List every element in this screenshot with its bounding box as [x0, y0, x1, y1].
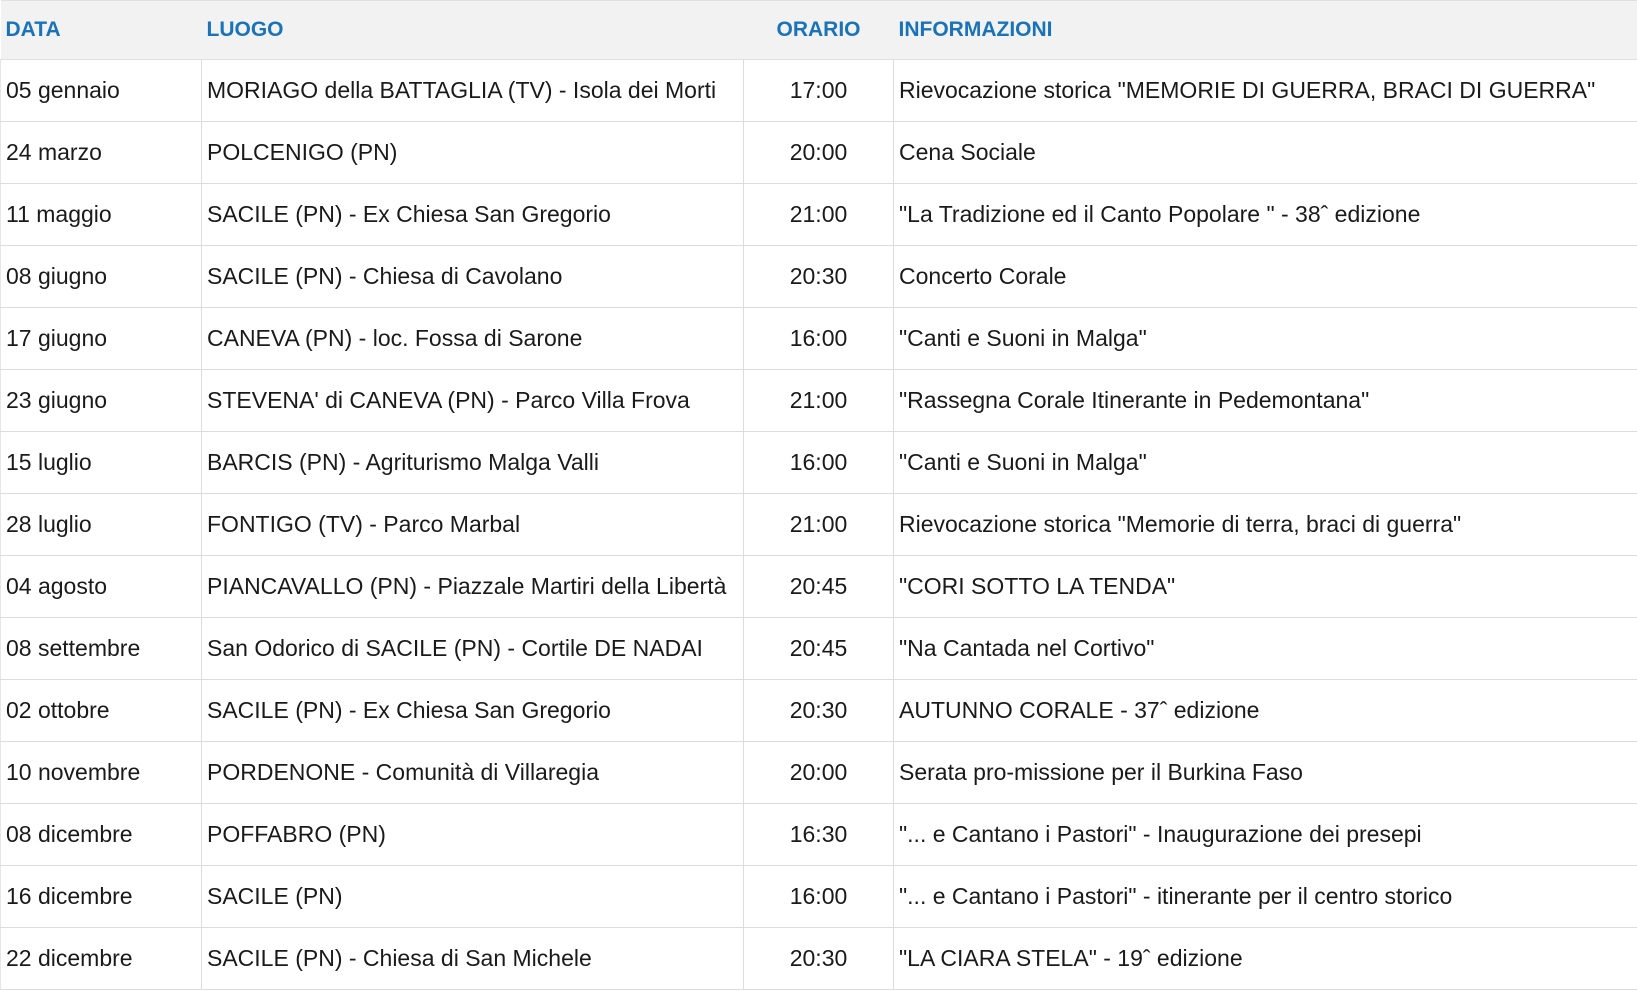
cell-luogo: STEVENA' di CANEVA (PN) - Parco Villa Frova [202, 370, 744, 432]
cell-informazioni: Concerto Corale [894, 246, 1637, 308]
cell-orario: 20:30 [744, 680, 894, 742]
cell-data: 17 giugno [1, 308, 202, 370]
cell-luogo: SACILE (PN) [202, 866, 744, 928]
cell-orario: 16:00 [744, 432, 894, 494]
cell-luogo: San Odorico di SACILE (PN) - Cortile DE NADAI [202, 618, 744, 680]
cell-data: 08 dicembre [1, 804, 202, 866]
cell-orario: 20:30 [744, 246, 894, 308]
cell-data: 24 marzo [1, 122, 202, 184]
cell-informazioni: AUTUNNO CORALE - 37ˆ edizione [894, 680, 1637, 742]
table-header [1, 1, 1637, 60]
cell-luogo: PORDENONE - Comunità di Villaregia [202, 742, 744, 804]
table-row [1, 618, 1637, 680]
cell-orario: 16:00 [744, 308, 894, 370]
cell-luogo: SACILE (PN) - Chiesa di San Michele [202, 928, 744, 990]
cell-informazioni: Serata pro-missione per il Burkina Faso [894, 742, 1637, 804]
cell-luogo: POLCENIGO (PN) [202, 122, 744, 184]
cell-luogo: FONTIGO (TV) - Parco Marbal [202, 494, 744, 556]
cell-informazioni: "... e Cantano i Pastori" - Inaugurazione dei presepi [894, 804, 1637, 866]
table-row [1, 246, 1637, 308]
cell-informazioni: Rievocazione storica "Memorie di terra, braci di guerra" [894, 494, 1637, 556]
table-body [1, 60, 1637, 990]
cell-informazioni: "... e Cantano i Pastori" - itinerante per il centro storico [894, 866, 1637, 928]
table-row [1, 928, 1637, 990]
cell-informazioni: "Canti e Suoni in Malga" [894, 308, 1637, 370]
cell-orario: 16:30 [744, 804, 894, 866]
cell-informazioni: "Na Cantada nel Cortivo" [894, 618, 1637, 680]
cell-luogo: CANEVA (PN) - loc. Fossa di Sarone [202, 308, 744, 370]
cell-luogo: BARCIS (PN) - Agriturismo Malga Valli [202, 432, 744, 494]
table-row [1, 680, 1637, 742]
cell-data: 11 maggio [1, 184, 202, 246]
column-header-orario: ORARIO [744, 1, 894, 60]
cell-luogo: PIANCAVALLO (PN) - Piazzale Martiri della Libertà [202, 556, 744, 618]
table-row [1, 122, 1637, 184]
cell-orario: 17:00 [744, 60, 894, 122]
cell-data: 02 ottobre [1, 680, 202, 742]
table-row [1, 494, 1637, 556]
table-row [1, 308, 1637, 370]
cell-data: 28 luglio [1, 494, 202, 556]
cell-orario: 20:00 [744, 742, 894, 804]
cell-informazioni: "Canti e Suoni in Malga" [894, 432, 1637, 494]
cell-orario: 20:45 [744, 618, 894, 680]
cell-orario: 20:30 [744, 928, 894, 990]
cell-data: 05 gennaio [1, 60, 202, 122]
cell-data: 16 dicembre [1, 866, 202, 928]
cell-informazioni: "Rassegna Corale Itinerante in Pedemontana" [894, 370, 1637, 432]
cell-data: 23 giugno [1, 370, 202, 432]
cell-informazioni: Rievocazione storica "MEMORIE DI GUERRA, BRACI DI GUERRA" [894, 60, 1637, 122]
cell-informazioni: "CORI SOTTO LA TENDA" [894, 556, 1637, 618]
table-row [1, 60, 1637, 122]
table-row [1, 370, 1637, 432]
header-row [1, 1, 1637, 60]
cell-data: 10 novembre [1, 742, 202, 804]
cell-informazioni: "LA CIARA STELA" - 19ˆ edizione [894, 928, 1637, 990]
cell-orario: 21:00 [744, 494, 894, 556]
column-header-luogo: LUOGO [202, 1, 744, 60]
cell-data: 15 luglio [1, 432, 202, 494]
cell-luogo: SACILE (PN) - Chiesa di Cavolano [202, 246, 744, 308]
cell-luogo: MORIAGO della BATTAGLIA (TV) - Isola dei Morti [202, 60, 744, 122]
table-row [1, 866, 1637, 928]
cell-data: 08 settembre [1, 618, 202, 680]
table-row [1, 184, 1637, 246]
cell-orario: 21:00 [744, 370, 894, 432]
table-row [1, 432, 1637, 494]
cell-orario: 21:00 [744, 184, 894, 246]
cell-data: 08 giugno [1, 246, 202, 308]
cell-data: 04 agosto [1, 556, 202, 618]
cell-luogo: SACILE (PN) - Ex Chiesa San Gregorio [202, 680, 744, 742]
cell-informazioni: Cena Sociale [894, 122, 1637, 184]
table-row [1, 804, 1637, 866]
column-header-data: DATA [1, 1, 202, 60]
cell-orario: 16:00 [744, 866, 894, 928]
table-row [1, 556, 1637, 618]
table-row [1, 742, 1637, 804]
cell-luogo: POFFABRO (PN) [202, 804, 744, 866]
cell-orario: 20:45 [744, 556, 894, 618]
cell-orario: 20:00 [744, 122, 894, 184]
column-header-informazioni: INFORMAZIONI [894, 1, 1637, 60]
cell-data: 22 dicembre [1, 928, 202, 990]
cell-informazioni: "La Tradizione ed il Canto Popolare " - 38ˆ edizione [894, 184, 1637, 246]
cell-luogo: SACILE (PN) - Ex Chiesa San Gregorio [202, 184, 744, 246]
